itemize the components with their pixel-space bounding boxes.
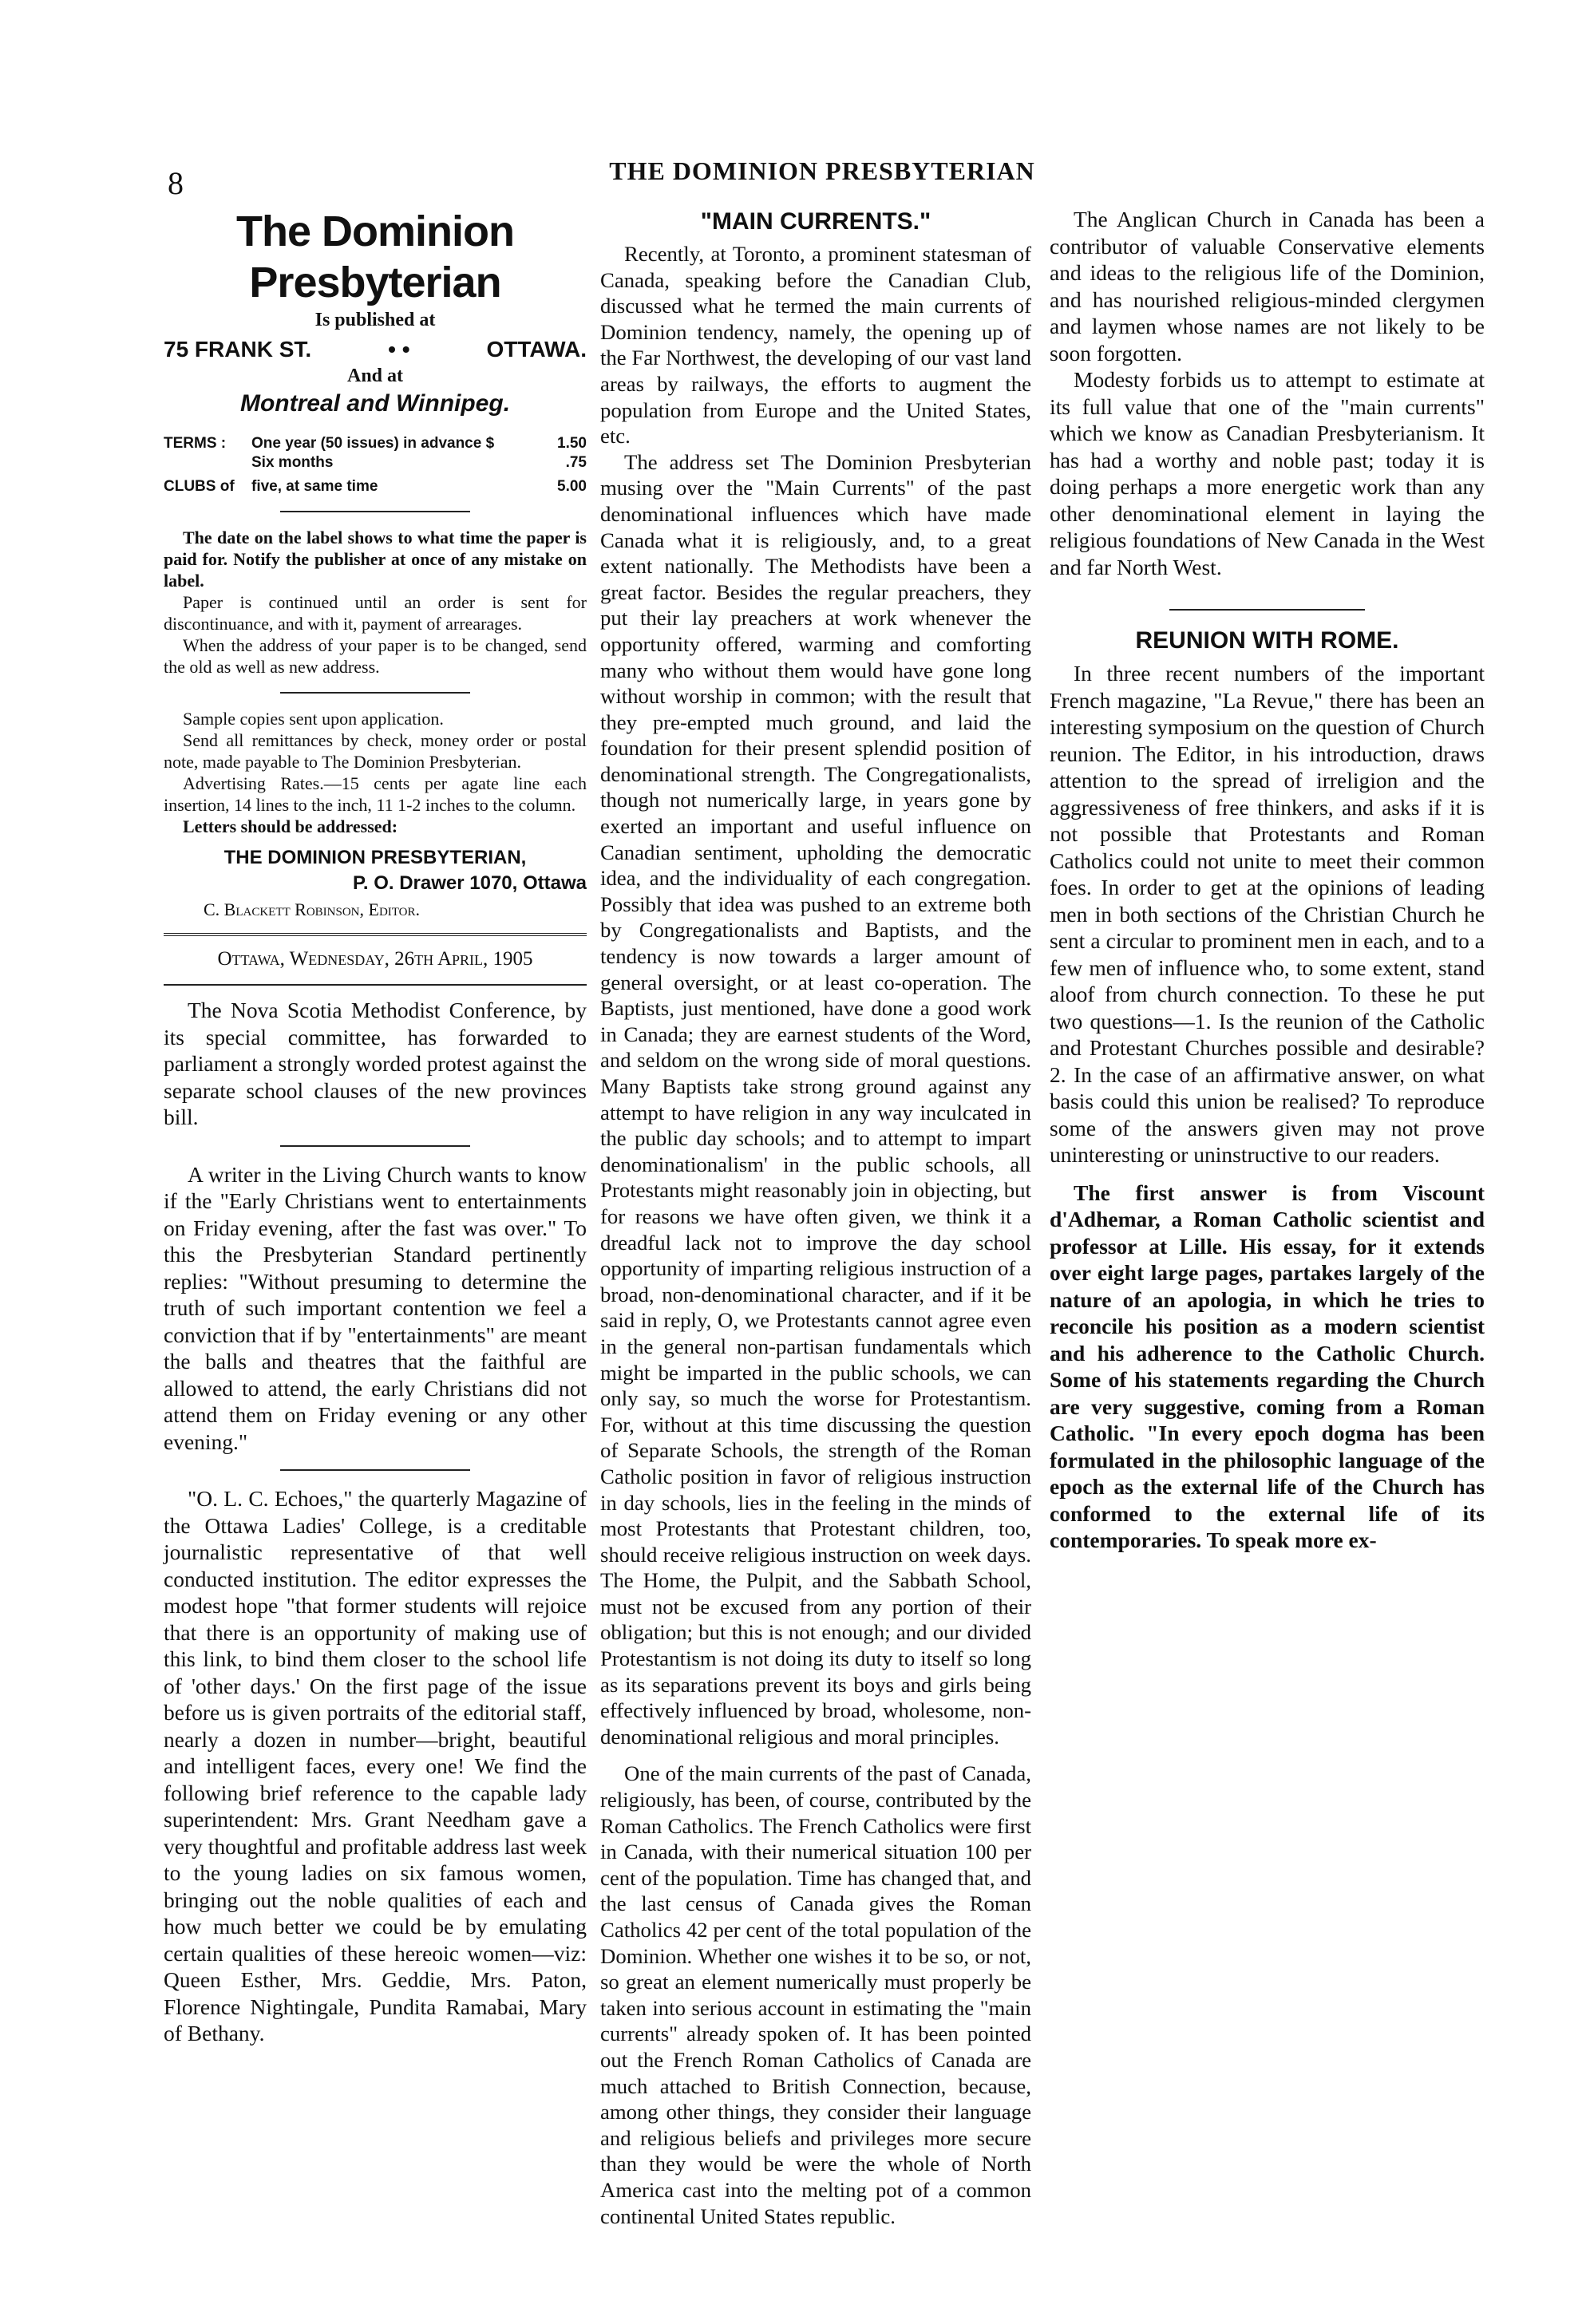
reunion-heading: REUNION WITH ROME.	[1135, 627, 1399, 654]
editor-line: C. Blackett Robinson, Editor.	[204, 899, 421, 919]
masthead-cities: Montreal and Winnipeg.	[239, 390, 511, 417]
terms-price-2: .75	[565, 454, 587, 471]
notice-label-date: The date on the label shows to what time the paper is paid for. Notify the publisher at once of any mistake on label.	[164, 528, 587, 591]
dateline: Ottawa, Wednesday, 26th April, 1905	[217, 948, 533, 970]
running-head: THE DOMINION PRESBYTERIAN	[609, 156, 1035, 185]
clubs-line: five, at same time	[251, 478, 378, 495]
divider	[164, 984, 587, 986]
clubs-price: 5.00	[557, 478, 587, 495]
column-middle	[600, 206, 1031, 2229]
subscription-terms	[164, 434, 587, 496]
page-number: 8	[168, 165, 184, 201]
publisher-notices	[164, 527, 587, 678]
item-living-church: A writer in the Living Church wants to know if the "Early Christians went to entertainments on Friday evening, after the fast was over." To this the Presbyterian Standard pertinently replies: "Without presuming to determine the truth of such important contention we feel a conviction that if by "entertainments" are meant the balls and theatres that the faithful are allowed to attend, the early Christians did not attend them on Friday evening or any other evening."	[164, 1161, 587, 1454]
notice-address-change: When the address of your paper is to be changed, send the old as well as new address.	[164, 635, 587, 677]
reunion-paragraph-1: In three recent numbers of the important French magazine, "La Revue," there has been an interesting symposium on the question of Church reunion. The Editor, in his introduction, draws attention to the spread of irreligion and the aggressiveness of free thinkers, and asks if it is not possible that Protestants and Roman Catholics could not unite to meet their common foes. In order to get at the opinions of leading men in both sections of the Christian Church he sent a circular to prominent men in each, and to a few men of influence who, to some extent, stand aloof from church connection. To these he put two questions—1. Is the reunion of the Catholic and Protestant Churches possible and desirable? 2. In the case of an affirmative answer, on what basis could this union be realised? To reproduce some of the answers given may not prove uninteresting or uninstructive to our readers.	[1050, 661, 1485, 1167]
and-at: And at	[346, 366, 404, 386]
masthead-title: The Dominion Presbyterian	[236, 208, 514, 306]
item-methodist-conference: The Nova Scotia Methodist Conference, by its special committee, has forwarded to parliament a strongly worded protest against the separate school clauses of the new provinces bill.	[164, 998, 587, 1129]
masthead-bullets: • •	[388, 337, 410, 362]
mailing-address-line-2: P. O. Drawer 1070, Ottawa	[352, 872, 587, 894]
notice-letters: Letters should be addressed:	[183, 816, 398, 836]
masthead-street: 75 FRANK ST.	[164, 337, 312, 362]
divider	[280, 1469, 471, 1471]
column-right	[1050, 206, 1485, 1554]
divider	[280, 1145, 471, 1147]
terms-line-1: One year (50 issues) in advance $	[251, 435, 495, 452]
masthead-address	[164, 335, 587, 364]
masthead-city: OTTAWA.	[486, 337, 587, 362]
terms-label: TERMS :	[164, 435, 227, 452]
main-currents-paragraph-1: Recently, at Toronto, a prominent statesman of Canada, speaking before the Canadian Club, discussed what he termed the main currents of Dominion tendency, namely, the opening up of the Far Northwest, the developing of our vast land areas by railways, the efforts to augment the population from Europe and the United States, etc.	[600, 242, 1031, 449]
divider	[280, 692, 471, 694]
main-currents-paragraph-4: The Anglican Church in Canada has been a contributor of valuable Conservative elements and ideas to the religious life of the Dominion, and has nourished religious-minded clergymen and laymen whose names are not likely to be soon forgotten.	[1050, 207, 1485, 366]
mailing-address-line-1: THE DOMINION PRESBYTERIAN,	[223, 847, 527, 868]
mailing-address	[164, 845, 587, 896]
published-at: Is published at	[314, 310, 436, 330]
reunion-paragraph-2: The first answer is from Viscount d'Adhemar, a Roman Catholic scientist and professor at Lille. His essay, for it extends over eight large pages, partakes largely of the nature of an apologia, in which he tries to reconcile his position as a modern scientist and his adherence to the Catholic Church. Some of his statements regarding the Church are very suggestive, coming from a Roman Catholic. "In every epoch dogma has been formulated in the philosophic language of the epoch as the external life of the Church has conformed to the external life of its contemporaries. To speak more ex-	[1050, 1180, 1485, 1552]
main-currents-heading: "MAIN CURRENTS."	[700, 208, 931, 235]
main-currents-paragraph-5: Modesty forbids us to attempt to estimate at its full value that one of the "main currents" which we know as Canadian Presbyterianism. It has had a worthy and noble past; today it is doing perhaps a more energetic work than any other denominational element in laying the religious foundations of New Canada in the West and far North West.	[1050, 367, 1485, 579]
notice-remittances: Send all remittances by check, money order or postal note, made payable to The Dominion Presbyterian.	[164, 730, 587, 772]
notice-sample: Sample copies sent upon application.	[183, 709, 444, 729]
main-currents-paragraph-2: The address set The Dominion Presbyterian musing over the "Main Currents" of the past denominational influences which have made Canada what it is religiously, and, to a great extent nationally. The Methodists have been a great factor. Besides the regular preachers, they put their lay preachers at work whenever the opportunity offered, warming and comforting many who without them would have gone long without worship in common; with the result that they pre-empted much ground, and laid the foundation for their present splendid position of denominational strength. The Congregationalists, though not numerically large, in years gone by exerted an important and useful influence on Canadian sentiment, upholding the democratic idea, and the individuality of each congregation. Possibly that idea was pushed to an extreme both by Congregationalists and Baptists, and the tendency is now towards a larger amount of general oversight, or at least co-operation. The Baptists, just mentioned, have done a good work in Canada; they are earnest students of the Word, and seldom on the wrong side of moral questions. Many Baptists take strong ground against any attempt to have religion in any way inculcated in the public day schools; and to attempt to impart denominationalism' in the public schools, all Protestants might reasonably join in objecting, but for reasons we have often given, we think it a dreadful lack not to improve the day school opportunity of imparting religious instruction of a broad, non-denominational character, and if it be said in reply, O, we Protestants cannot agree even in the general non-partisan fundamentals which might be imparted in the public schools, we can only say, so much the worse for Protestantism. For, without at this time discussing the question of Separate Schools, the strength of the Roman Catholic position in favor of religious instruction in day schools, lies in the feeling in the minds of most Protestants that Protestant children, too, should receive religious instruction on week days. The Home, the Pulpit, and the Sabbath School, must not be excused from any portion of their obligation; but this is not enough; and our divided Protestantism is not doing its duty to itself so long as its separations prevent its boys and girls being effectively influenced by broad, wholesome, non-denominational religious and moral principles.	[600, 449, 1031, 1749]
divider	[1169, 609, 1365, 611]
terms-price-1: 1.50	[557, 435, 587, 452]
clubs-label: CLUBS of	[164, 478, 235, 495]
column-left	[164, 206, 587, 2047]
notice-advertising: Advertising Rates.—15 cents per agate line each insertion, 14 lines to the inch, 11 1-2 inches to the column.	[164, 773, 587, 815]
item-olc-echoes: "O. L. C. Echoes," the quarterly Magazine of the Ottawa Ladies' College, is a creditable journalistic representative of that well conducted institution. The editor expresses the modest hope "that former students will rejoice that there is an opportunity of making use of this link, to bind them closer to the school life of 'other days.' On the first page of the issue before us is given portraits of the editorial staff, nearly a dozen in number—bright, beautiful and intelligent faces, every one! We find the following brief reference to the capable lady superintendent: Mrs. Grant Needham gave a very thoughtful and profitable address last week to the young ladies on six famous women, bringing out the noble qualities of each and how much better we could be by emulating certain qualities of these hereoic women—viz: Queen Esther, Mrs. Geddie, Mrs. Paton, Florence Nightingale, Pundita Ramabai, Mary of Bethany.	[164, 1486, 587, 2045]
publisher-notices-2	[164, 708, 587, 837]
main-currents-paragraph-3: One of the main currents of the past of Canada, religiously, has been, of course, contributed by the Roman Catholics. The French Catholics were first in Canada, with their numerical situation 100 per cent of the population. Time has changed that, and the last census of Canada gives the Roman Catholics 42 per cent of the total population of the Dominion. Whether one wishes it to be so, or not, so great an element numerically must properly be taken into serious account in estimating the "main currents" already spoken of. It has been pointed out the French Roman Catholics of Canada are much attached to British Connection, because, among other things, they consider their language and religious beliefs and privileges more secure than they would be were the whole of North America cast into the melting pot of a common continental United States republic.	[600, 1761, 1031, 2228]
divider	[280, 511, 471, 512]
notice-continued: Paper is continued until an order is sent for discontinuance, and with it, payment of arrearages.	[164, 592, 587, 634]
terms-line-2: Six months	[251, 454, 334, 471]
double-rule	[164, 933, 587, 939]
